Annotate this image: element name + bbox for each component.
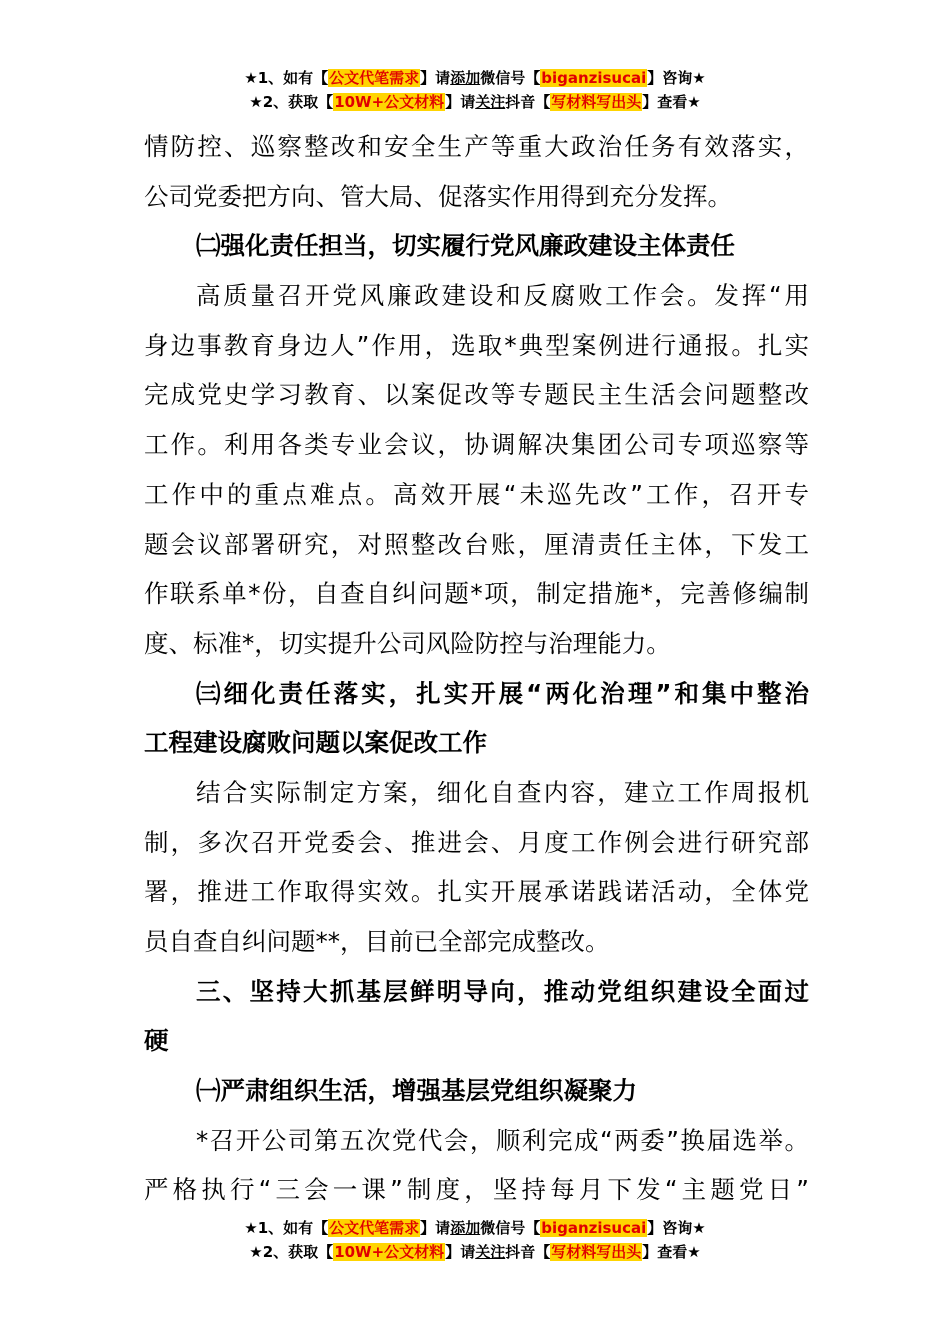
promo-line-1 <box>0 1216 950 1240</box>
promo-line-1 <box>0 66 950 90</box>
promo-highlight: biganzisucai <box>541 1219 647 1237</box>
header-promo-banner <box>0 66 950 114</box>
promo-text: ★1、如有【 <box>244 69 329 87</box>
body-text-line: 度、标准*，切实提升公司风险防控与治理能力。 <box>144 628 671 658</box>
promo-line-2 <box>0 90 950 114</box>
body-text-line: *召开公司第五次党代会，顺利完成“两委”换届选举。 <box>196 1125 809 1155</box>
body-text-line: 员自查自纠问题**，目前已全部完成整改。 <box>144 927 610 956</box>
promo-text: ★1、如有【 <box>244 1219 329 1237</box>
promo-text: 抖音【 <box>505 1243 551 1261</box>
body-text-line: 题会议部署研究，对照整改台账，厘清责任主体，下发工 <box>144 529 809 559</box>
promo-text: 】请 <box>420 1219 451 1237</box>
heading-line: 硬 <box>144 1026 169 1056</box>
body-text-line: 工作。利用各类专业会议，协调解决集团公司专项巡察等 <box>144 430 809 460</box>
body-text-line: 完成党史学习教育、以案促改等专题民主生活会问题整改 <box>144 380 809 410</box>
body-text-line: 公司党委把方向、管大局、促落实作用得到充分发挥。 <box>144 181 732 211</box>
promo-text: 】查看★ <box>642 93 701 111</box>
body-text-line: 高质量召开党风廉政建设和反腐败工作会。发挥“用 <box>196 281 809 311</box>
heading-line: ㈢细化责任落实，扎实开展“两化治理”和集中整治 <box>196 678 809 708</box>
promo-line-2 <box>0 1240 950 1264</box>
promo-highlight: 10W+公文材料 <box>334 1243 445 1261</box>
document-body <box>144 122 809 1215</box>
promo-text: 微信号【 <box>480 1219 541 1237</box>
promo-text: 】请 <box>445 1243 476 1261</box>
promo-text: 微信号【 <box>480 69 541 87</box>
promo-text: 】咨询★ <box>647 1219 706 1237</box>
promo-text: 】请 <box>420 69 451 87</box>
body-text-line: 作联系单*份，自查自纠问题*项，制定措施*，完善修编制 <box>144 579 809 609</box>
heading-line: ㈡强化责任担当，切实履行党风廉政建设主体责任 <box>196 231 735 261</box>
promo-text: 】咨询★ <box>647 69 706 87</box>
heading-line: 三、坚持大抓基层鲜明导向，推动党组织建设全面过 <box>196 976 809 1006</box>
promo-highlight: 10W+公文材料 <box>334 93 445 111</box>
promo-highlight: biganzisucai <box>541 69 647 87</box>
body-text-line: 严格执行“三会一课”制度，坚持每月下发“主题党日” <box>144 1175 809 1205</box>
heading-line: 工程建设腐败问题以案促改工作 <box>144 728 487 758</box>
promo-text: 】查看★ <box>642 1243 701 1261</box>
body-text-line: 结合实际制定方案，细化自查内容，建立工作周报机 <box>196 777 809 807</box>
promo-underlined-text: 添加 <box>450 69 481 87</box>
promo-text: 抖音【 <box>505 93 551 111</box>
promo-text: ★2、获取【 <box>249 93 334 111</box>
body-text-line: 情防控、巡察整改和安全生产等重大政治任务有效落实， <box>144 132 809 161</box>
heading-line: ㈠严肃组织生活，增强基层党组织凝聚力 <box>196 1076 637 1106</box>
body-text-line: 制，多次召开党委会、推进会、月度工作例会进行研究部 <box>144 827 809 857</box>
promo-underlined-text: 关注 <box>475 93 506 111</box>
promo-text: 】请 <box>445 93 476 111</box>
promo-highlight: 写材料写出头 <box>551 93 642 111</box>
promo-underlined-text: 添加 <box>450 1219 481 1237</box>
body-text-line: 署，推进工作取得实效。扎实开展承诺践诺活动，全体党 <box>144 877 809 907</box>
promo-underlined-text: 关注 <box>475 1243 506 1261</box>
footer-promo-banner <box>0 1216 950 1264</box>
body-text-line: 工作中的重点难点。高效开展“未巡先改”工作，召开专 <box>144 479 809 509</box>
body-text-line: 身边事教育身边人”作用，选取*典型案例进行通报。扎实 <box>144 330 809 360</box>
promo-highlight: 公文代笔需求 <box>329 69 420 87</box>
promo-text: ★2、获取【 <box>249 1243 334 1261</box>
promo-highlight: 写材料写出头 <box>551 1243 642 1261</box>
promo-highlight: 公文代笔需求 <box>329 1219 420 1237</box>
